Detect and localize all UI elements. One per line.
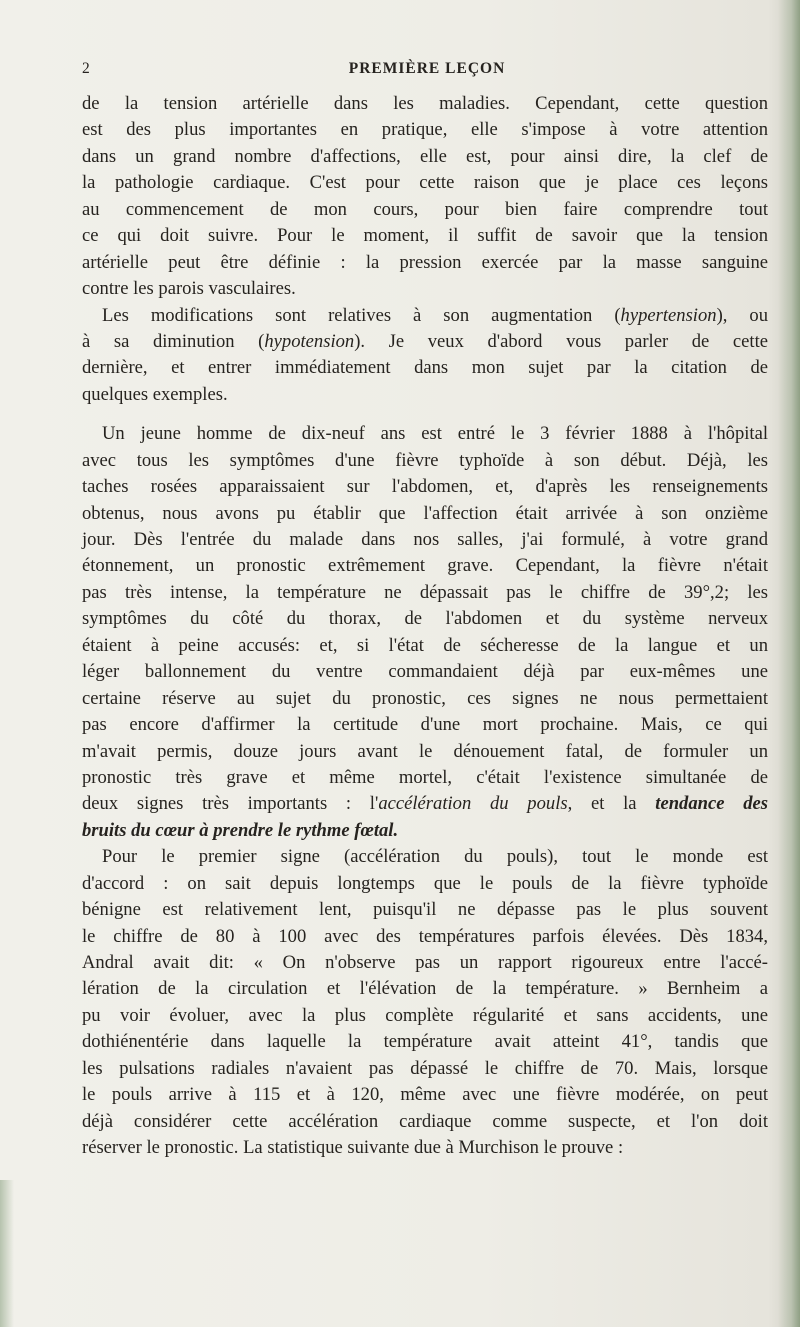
text-run: deux signes très importants : l' [82, 793, 379, 815]
text-line: étaient à peine accusés: et, si l'état de sécheresse de la langue et un [82, 634, 768, 656]
page-edge-shadow-left [0, 1180, 14, 1327]
text-line: réserver le pronostic. La statistique suivante due à Murchison le prouve : [82, 1137, 624, 1159]
text-line: léger ballonnement du ventre commandaient déjà par eux-mêmes une [82, 661, 768, 683]
text-line: m'avait permis, douze jours avant le dénouement fatal, de formuler un [82, 740, 768, 762]
text-line: la pathologie cardiaque. C'est pour cette raison que je place ces leçons [82, 172, 768, 194]
text-line: avec tous les symptômes d'une fièvre typhoïde à son début. Déjà, les [82, 449, 768, 471]
body-text [82, 91, 768, 1162]
text-line [82, 818, 768, 844]
text-line: le pouls arrive à 115 et à 120, même avec une fièvre modérée, on peut [82, 1084, 768, 1106]
text-line: pronostic très grave et même mortel, c'était l'existence simultanée de [82, 766, 768, 788]
text-line: dernière, et entrer immédiatement dans mon sujet par la citation de [82, 357, 768, 379]
text-line: dothiénentérie dans laquelle la température avait atteint 41°, tandis que [82, 1031, 768, 1053]
text-line: le chiffre de 80 à 100 avec des températures parfois élevées. Dès 1834, [82, 925, 768, 947]
italic-term-rythme-foetal: bruits du cœur à prendre le rythme fœtal. [82, 819, 399, 841]
running-head [82, 60, 772, 86]
text-line: étonnement, un pronostic extrêmement grave. Cependant, la fièvre n'était [82, 555, 768, 577]
text-line: est des plus importantes en pratique, elle s'impose à votre attention [82, 119, 768, 141]
text-line: symptômes du côté du thorax, de l'abdomen et du système nerveux [82, 608, 768, 630]
italic-term-hypertension: hypertension [620, 304, 717, 326]
text-line: certaine réserve au sujet du pronostic, ces signes ne nous permettaient [82, 687, 768, 709]
text-line: pu voir évoluer, avec la plus complète régularité et sans accidents, une [82, 1004, 768, 1026]
text-line: d'accord : on sait depuis longtemps que le pouls de la fièvre typhoïde [82, 872, 768, 894]
italic-term-acceleration: accélération du pouls [378, 793, 568, 815]
text-run: , et la [567, 793, 656, 815]
paragraph-gap [82, 408, 768, 421]
italic-term-hypotension: hypotension [264, 330, 355, 352]
text-line: Pour le premier signe (accélération du pouls), tout le monde est [102, 846, 768, 868]
text-line: pas très intense, la température ne dépassait pas le chiffre de 39°,2; les [82, 581, 768, 603]
text-line: Un jeune homme de dix-neuf ans est entré le 3 février 1888 à l'hôpital [102, 423, 768, 445]
text-line: ce qui doit suivre. Pour le moment, il suffit de savoir que la tension [82, 225, 768, 247]
text-line: au commencement de mon cours, pour bien faire comprendre tout [82, 198, 768, 220]
text-line: taches rosées apparaissaient sur l'abdomen, et, d'après les renseignements [82, 476, 768, 498]
text-run: Les modifications sont relatives à son augmentation ( [102, 304, 621, 326]
italic-term-tendance: tendance des [655, 793, 768, 815]
text-line: Andral avait dit: « On n'observe pas un rapport rigoureux entre l'accé- [82, 952, 768, 973]
text-line [82, 791, 768, 817]
text-line: bénigne est relativement lent, puisqu'il ne dépasse pas le plus souvent [82, 899, 768, 921]
text-line [82, 329, 768, 355]
text-line: dans un grand nombre d'affections, elle est, pour ainsi dire, la clef de [82, 145, 768, 167]
text-line: quelques exemples. [82, 383, 228, 405]
text-line [82, 303, 768, 329]
text-line: les pulsations radiales n'avaient pas dépassé le chiffre de 70. Mais, lorsque [82, 1057, 768, 1079]
page-edge-shadow-right [778, 0, 800, 1327]
text-line: artérielle peut être définie : la pression exercée par la masse sanguine [82, 251, 768, 273]
text-line: obtenus, nous avons pu établir que l'affection était arrivée à son onzième [82, 502, 768, 524]
text-line: lération de la circulation et l'élévation de la température. » Bernheim a [82, 978, 768, 1000]
text-line: pas encore d'affirmer la certitude d'une mort prochaine. Mais, ce qui [82, 714, 768, 736]
text-line: contre les parois vasculaires. [82, 278, 296, 300]
text-run: à sa diminution ( [82, 330, 265, 352]
page-number: 2 [82, 60, 91, 77]
text-line: de la tension artérielle dans les maladies. Cependant, cette question [82, 93, 768, 114]
text-run: ), ou [716, 304, 768, 326]
text-line: jour. Dès l'entrée du malade dans nos salles, j'ai formulé, à votre grand [82, 529, 768, 550]
chapter-title: PREMIÈRE LEÇON [348, 60, 506, 77]
text-run: ). Je veux d'abord vous parler de cette [354, 330, 768, 352]
text-line: déjà considérer cette accélération cardiaque comme suspecte, et l'on doit [82, 1110, 768, 1132]
